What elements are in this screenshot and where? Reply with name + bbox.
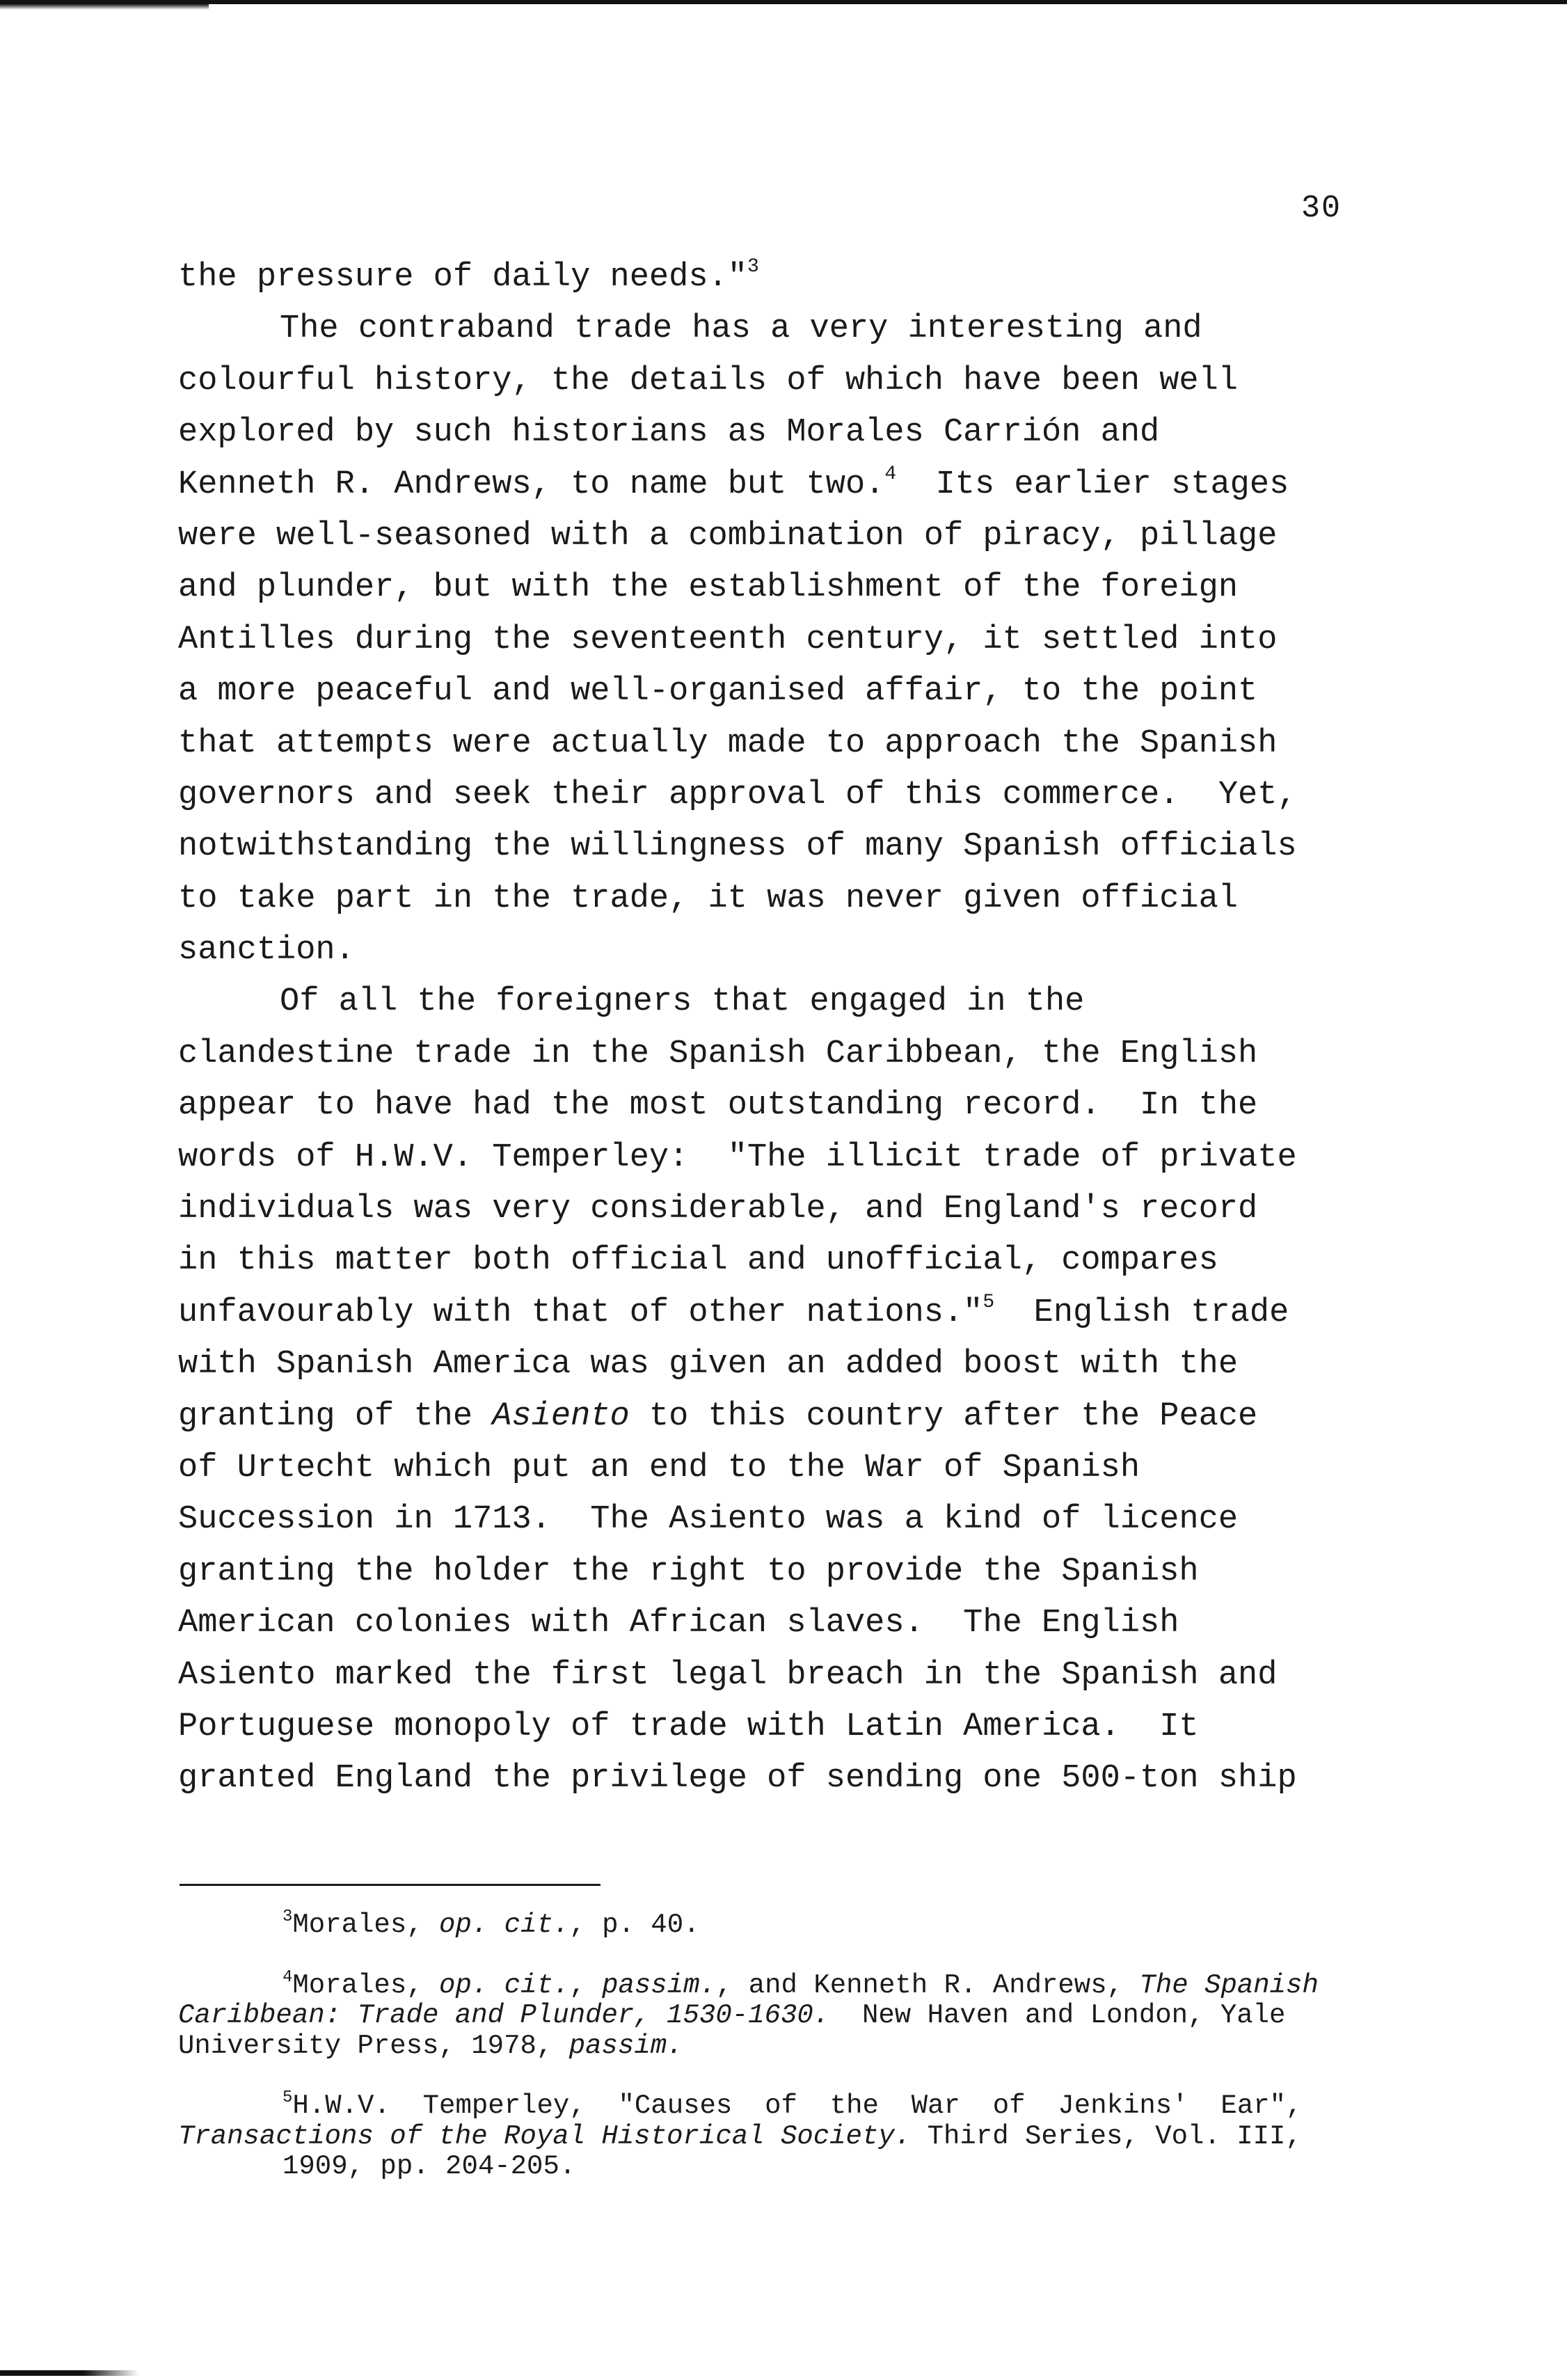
text-run: Morales, [292, 1969, 440, 2001]
footnote-ref: 5 [983, 1291, 995, 1313]
body-line [178, 356, 1403, 407]
text-run: Morales, [292, 1910, 440, 1940]
footnote [178, 1907, 1392, 1941]
body-line [178, 614, 1403, 666]
italic-text: Transactions of the Royal Historical Society. [178, 2120, 912, 2152]
footnote-line [178, 2088, 1392, 2122]
text-run: to take part in the trade, it was never given official [178, 880, 1239, 917]
text-run: words of H.W.V. Temperley: "The illicit trade of private [178, 1139, 1297, 1176]
text-run: sanction. [178, 932, 355, 969]
page-number: 30 [1301, 191, 1342, 226]
body-line [178, 562, 1403, 614]
body-line [178, 1287, 1403, 1339]
footnote-divider [180, 1884, 600, 1886]
body-line [178, 1235, 1403, 1287]
scan-mark-top-left [0, 0, 209, 10]
text-run: Of all the foreigners that engaged in the [280, 983, 1085, 1021]
body-line [178, 925, 1403, 976]
body-line [178, 1494, 1403, 1546]
text-run: New Haven and London, Yale [829, 2000, 1286, 2031]
body-line [178, 459, 1403, 511]
body-line [178, 718, 1403, 770]
body-line [178, 976, 1403, 1028]
footnote-ref: 4 [884, 463, 897, 485]
body-line [178, 252, 1403, 303]
italic-text: passim. [602, 1969, 716, 2001]
text-run: Succession in 1713. The Asiento was a kind of licence [178, 1501, 1239, 1539]
scan-edge-top [0, 0, 1567, 4]
footnote-line [178, 1907, 1392, 1941]
text-run: a more peaceful and well-organised affair, to the point [178, 673, 1258, 711]
footnote [178, 1967, 1392, 2062]
text-run: granting of the [178, 1397, 493, 1435]
text-run: unfavourably with that of other nations." [178, 1294, 983, 1331]
body-line [178, 1546, 1403, 1598]
text-run: were well-seasoned with a combination of piracy, pillage [178, 517, 1278, 555]
text-run: granting the holder the right to provide the Spanish [178, 1553, 1199, 1590]
body-line [178, 873, 1403, 925]
body-line [178, 1132, 1403, 1184]
text-run: that attempts were actually made to approach the Spanish [178, 724, 1278, 762]
text-run: Portuguese monopoly of trade with Latin America. It [178, 1708, 1199, 1745]
text-run: Antilles during the seventeenth century, it settled into [178, 621, 1278, 658]
body-line [178, 821, 1403, 873]
text-run: H.W.V. Temperley, "Causes of the War of Jenkins' Ear", [292, 2091, 1303, 2121]
text-run: , [569, 1969, 603, 2001]
text-run: explored by such historians as Morales Carrión and [178, 414, 1160, 452]
italic-text: passim. [568, 2030, 683, 2061]
text-run: Kenneth R. Andrews, to name but two. [178, 466, 885, 503]
footnote-line [178, 1967, 1392, 2001]
text-run: Third Series, Vol. III, [911, 2120, 1302, 2152]
body-line [178, 1029, 1403, 1080]
body-line [178, 1391, 1403, 1443]
footnote-line [178, 2122, 1392, 2152]
text-run: English trade [994, 1294, 1289, 1331]
body-line [178, 1650, 1403, 1701]
text-run: Its earlier stages [896, 466, 1289, 503]
text-run: the pressure of daily needs." [178, 259, 747, 296]
body-line [178, 1753, 1403, 1804]
footnote-ref: 3 [747, 256, 759, 278]
body-line [178, 1339, 1403, 1390]
text-run: of Urtecht which put an end to the War of Spanish [178, 1449, 1140, 1486]
body-text [178, 252, 1403, 1805]
body-line [178, 1184, 1403, 1235]
italic-text: Caribbean: Trade and Plunder, 1530-1630. [178, 2000, 830, 2031]
footnote [178, 2088, 1392, 2182]
italic-text: The Spanish [1139, 1969, 1319, 2001]
text-run: governors and seek their approval of this commerce. Yet, [178, 776, 1297, 814]
text-run: and plunder, but with the establishment of the foreign [178, 569, 1239, 607]
text-run: University Press, 1978, [178, 2030, 569, 2061]
text-run: in this matter both official and unofficial, compares [178, 1242, 1218, 1280]
body-line [178, 511, 1403, 562]
text-run: appear to have had the most outstanding record. In the [178, 1087, 1258, 1125]
footnote-line [178, 2001, 1392, 2031]
text-run: The contraband trade has a very interesting and [280, 310, 1202, 348]
body-line [178, 407, 1403, 459]
text-run: American colonies with African slaves. The English [178, 1605, 1179, 1642]
body-line [178, 770, 1403, 821]
text-run: , p. 40. [569, 1910, 700, 1940]
footnotes [178, 1907, 1392, 2212]
body-line [178, 1598, 1403, 1649]
footnote-line [178, 2031, 1392, 2062]
footnote-ref: 5 [283, 2088, 293, 2107]
text-run: colourful history, the details of which have been well [178, 362, 1239, 399]
body-line [178, 1701, 1403, 1753]
body-line [178, 1080, 1403, 1132]
text-run: Asiento marked the first legal breach in the Spanish and [178, 1656, 1278, 1694]
italic-text: op. cit. [439, 1910, 570, 1940]
body-line [178, 666, 1403, 717]
text-run: to this country after the Peace [629, 1397, 1258, 1435]
text-run: granted England the privilege of sending one 500-ton ship [178, 1760, 1297, 1798]
footnote-line [178, 2152, 1392, 2182]
body-line [178, 303, 1403, 355]
italic-text: Asiento [492, 1397, 630, 1435]
text-run: with Spanish America was given an added boost with the [178, 1346, 1239, 1383]
footnote-ref: 3 [283, 1907, 293, 1926]
body-line [178, 1443, 1403, 1494]
text-run: , and Kenneth R. Andrews, [715, 1969, 1140, 2001]
text-run: individuals was very considerable, and England's record [178, 1191, 1258, 1228]
footnote-ref: 4 [283, 1967, 293, 1987]
text-run: notwithstanding the willingness of many Spanish officials [178, 828, 1297, 866]
scan-mark-bottom-left [0, 2370, 139, 2376]
italic-text: op. cit. [439, 1969, 570, 2001]
text-run: clandestine trade in the Spanish Caribbean, the English [178, 1035, 1258, 1072]
text-run: 1909, pp. 204-205. [283, 2151, 576, 2182]
